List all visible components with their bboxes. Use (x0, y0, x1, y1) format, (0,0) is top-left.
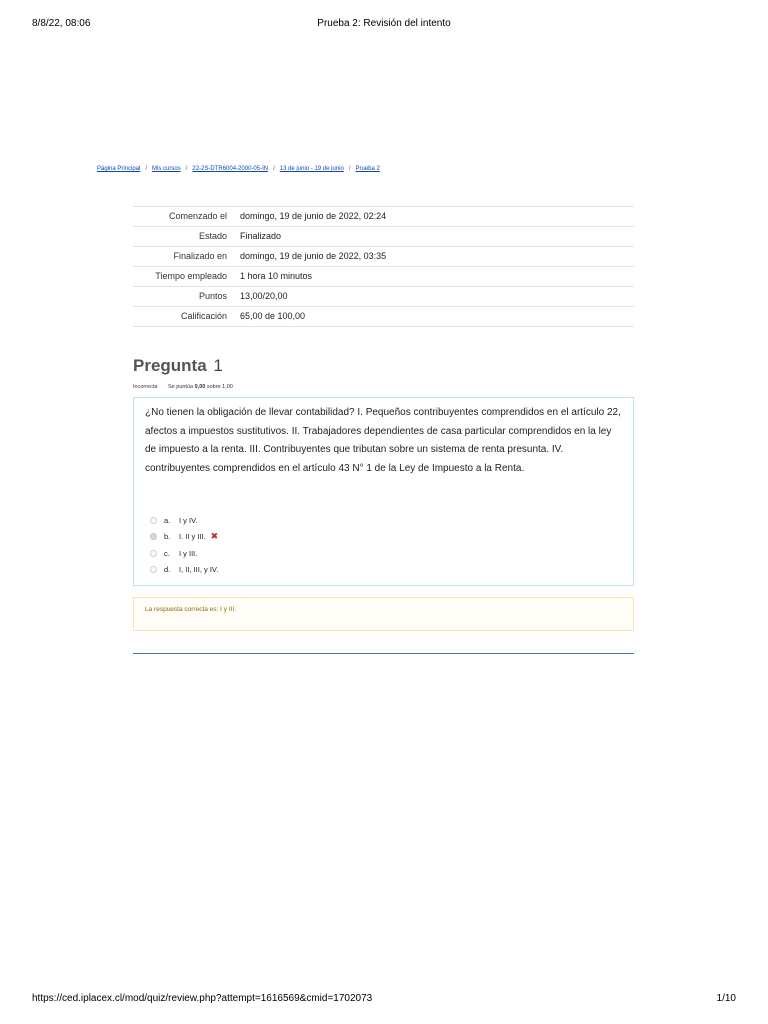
summary-label: Estado (133, 227, 234, 247)
print-page-title: Prueba 2: Revisión del intento (317, 18, 451, 29)
summary-value: domingo, 19 de junio de 2022, 03:35 (234, 247, 634, 267)
summary-value: domingo, 19 de junio de 2022, 02:24 (234, 207, 634, 227)
answer-letter: c. (164, 548, 170, 558)
question-heading (133, 356, 223, 376)
answer-letter: a. (164, 515, 171, 525)
summary-row (133, 247, 634, 267)
print-footer (32, 993, 736, 1007)
question-info (133, 384, 233, 390)
incorrect-icon: ✖ (210, 531, 219, 542)
page-number: 1/10 (716, 993, 736, 1004)
summary-value: Finalizado (234, 227, 634, 247)
summary-row (133, 207, 634, 227)
summary-label: Finalizado en (133, 247, 234, 267)
question-text: ¿No tienen la obligación de llevar contabilidad? I. Pequeños contribuyentes comprendidos en el artículo 22, afectos a impuestos sustitutivos. II. Trabajadores dependientes de casa particular comprendidos en la ley de impuesto a la renta. III. Contribuyentes que tributan sobre un sistema de renta presunta. IV. contribuyentes comprendidos en el artículo 43 N° 1 de la Ley de Impuesto a la Renta. (145, 407, 621, 474)
question-status: Incorrecta (133, 384, 158, 390)
correct-answer-feedback (133, 597, 634, 631)
summary-label: Puntos (133, 287, 234, 307)
answer-text: I, II, III, y IV. (179, 565, 219, 575)
summary-row (133, 227, 634, 247)
question-score: 0,00 (194, 384, 206, 390)
summary-row (133, 307, 634, 327)
summary-label: Calificación (133, 307, 234, 327)
summary-value: 1 hora 10 minutos (234, 267, 634, 287)
answer-option-c[interactable] (150, 545, 218, 562)
score-prefix: Se puntúa (168, 384, 194, 390)
answer-list (150, 512, 218, 578)
section-divider (133, 653, 634, 654)
question-title: Pregunta (133, 356, 207, 375)
answer-letter: d. (164, 565, 171, 575)
radio-checked-icon[interactable] (150, 533, 157, 540)
radio-icon[interactable] (150, 550, 157, 557)
summary-row (133, 287, 634, 307)
breadcrumb-my-courses[interactable]: Mis cursos (152, 166, 181, 172)
radio-icon[interactable] (150, 517, 157, 524)
answer-text: I. II y III. (179, 532, 206, 542)
question-number: 1 (213, 356, 223, 375)
summary-label: Tiempo empleado (133, 267, 234, 287)
radio-icon[interactable] (150, 566, 157, 573)
print-date: 8/8/22, 08:06 (32, 18, 91, 29)
summary-value: 13,00/20,00 (234, 287, 634, 307)
answer-option-d[interactable] (150, 562, 218, 579)
breadcrumb-home[interactable]: Página Principal (97, 166, 141, 172)
breadcrumb-course[interactable]: 22-2S-DTR6004-2000-05-IN (192, 166, 269, 172)
print-header (32, 18, 736, 32)
answer-letter: b. (164, 532, 171, 542)
breadcrumb: Página Principal / Mis cursos / 22-2S-DTR6004-2000-05-IN / 13 de junio - 19 de junio / Prueba 2 (97, 166, 380, 172)
answer-option-a[interactable] (150, 512, 218, 529)
breadcrumb-week[interactable]: 13 de junio - 19 de junio (279, 166, 344, 172)
question-box (133, 397, 634, 586)
answer-text: I y III. (179, 548, 198, 558)
print-url: https://ced.iplacex.cl/mod/quiz/review.php?attempt=1616569&cmid=1702073 (32, 993, 373, 1004)
answer-text: I y IV. (179, 515, 198, 525)
breadcrumb-quiz[interactable]: Prueba 2 (355, 166, 380, 172)
feedback-text: La respuesta correcta es: I y III. (145, 606, 237, 613)
answer-option-b[interactable] (150, 529, 218, 546)
summary-value: 65,00 de 100,00 (234, 307, 634, 327)
summary-row (133, 267, 634, 287)
summary-label: Comenzado el (133, 207, 234, 227)
score-suffix: sobre 1,00 (206, 384, 233, 390)
attempt-summary-table (133, 206, 634, 327)
